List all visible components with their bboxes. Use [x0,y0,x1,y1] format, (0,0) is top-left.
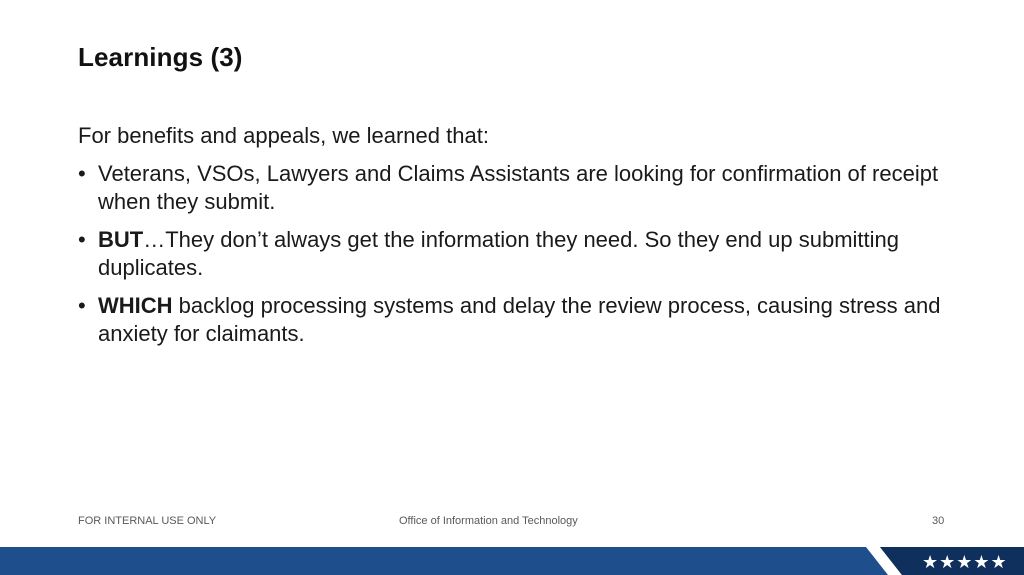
footer-band [0,547,1024,575]
bullet-lead-2: BUT [98,227,144,252]
slide-title: Learnings (3) [78,42,243,72]
bullet-item-2 [78,226,958,282]
bullet-item-3 [78,292,958,348]
bullet-icon: • [78,227,86,252]
intro-text: For benefits and appeals, we learned that: [78,123,489,148]
bullet-item-1 [78,160,958,216]
footer-classification: FOR INTERNAL USE ONLY [78,515,217,527]
bullet-list [78,160,958,348]
bullet-lead-3: WHICH [98,293,173,318]
slide-body [78,122,958,358]
bullet-text-2: …They don’t always get the information they need. So they end up submitting duplicates. [98,227,899,280]
bullet-icon: • [78,161,86,186]
footer-page-number: 30 [932,515,945,527]
bullet-text-1: Veterans, VSOs, Lawyers and Claims Assistants are looking for confirmation of receipt when they submit. [98,161,939,214]
footer-office: Office of Information and Technology [399,515,578,527]
bullet-icon: • [78,293,86,318]
five-stars-icon: ★★★★★ [922,552,1008,572]
bullet-text-3: backlog processing systems and delay the review process, causing stress and anxiety for claimants. [98,293,941,346]
